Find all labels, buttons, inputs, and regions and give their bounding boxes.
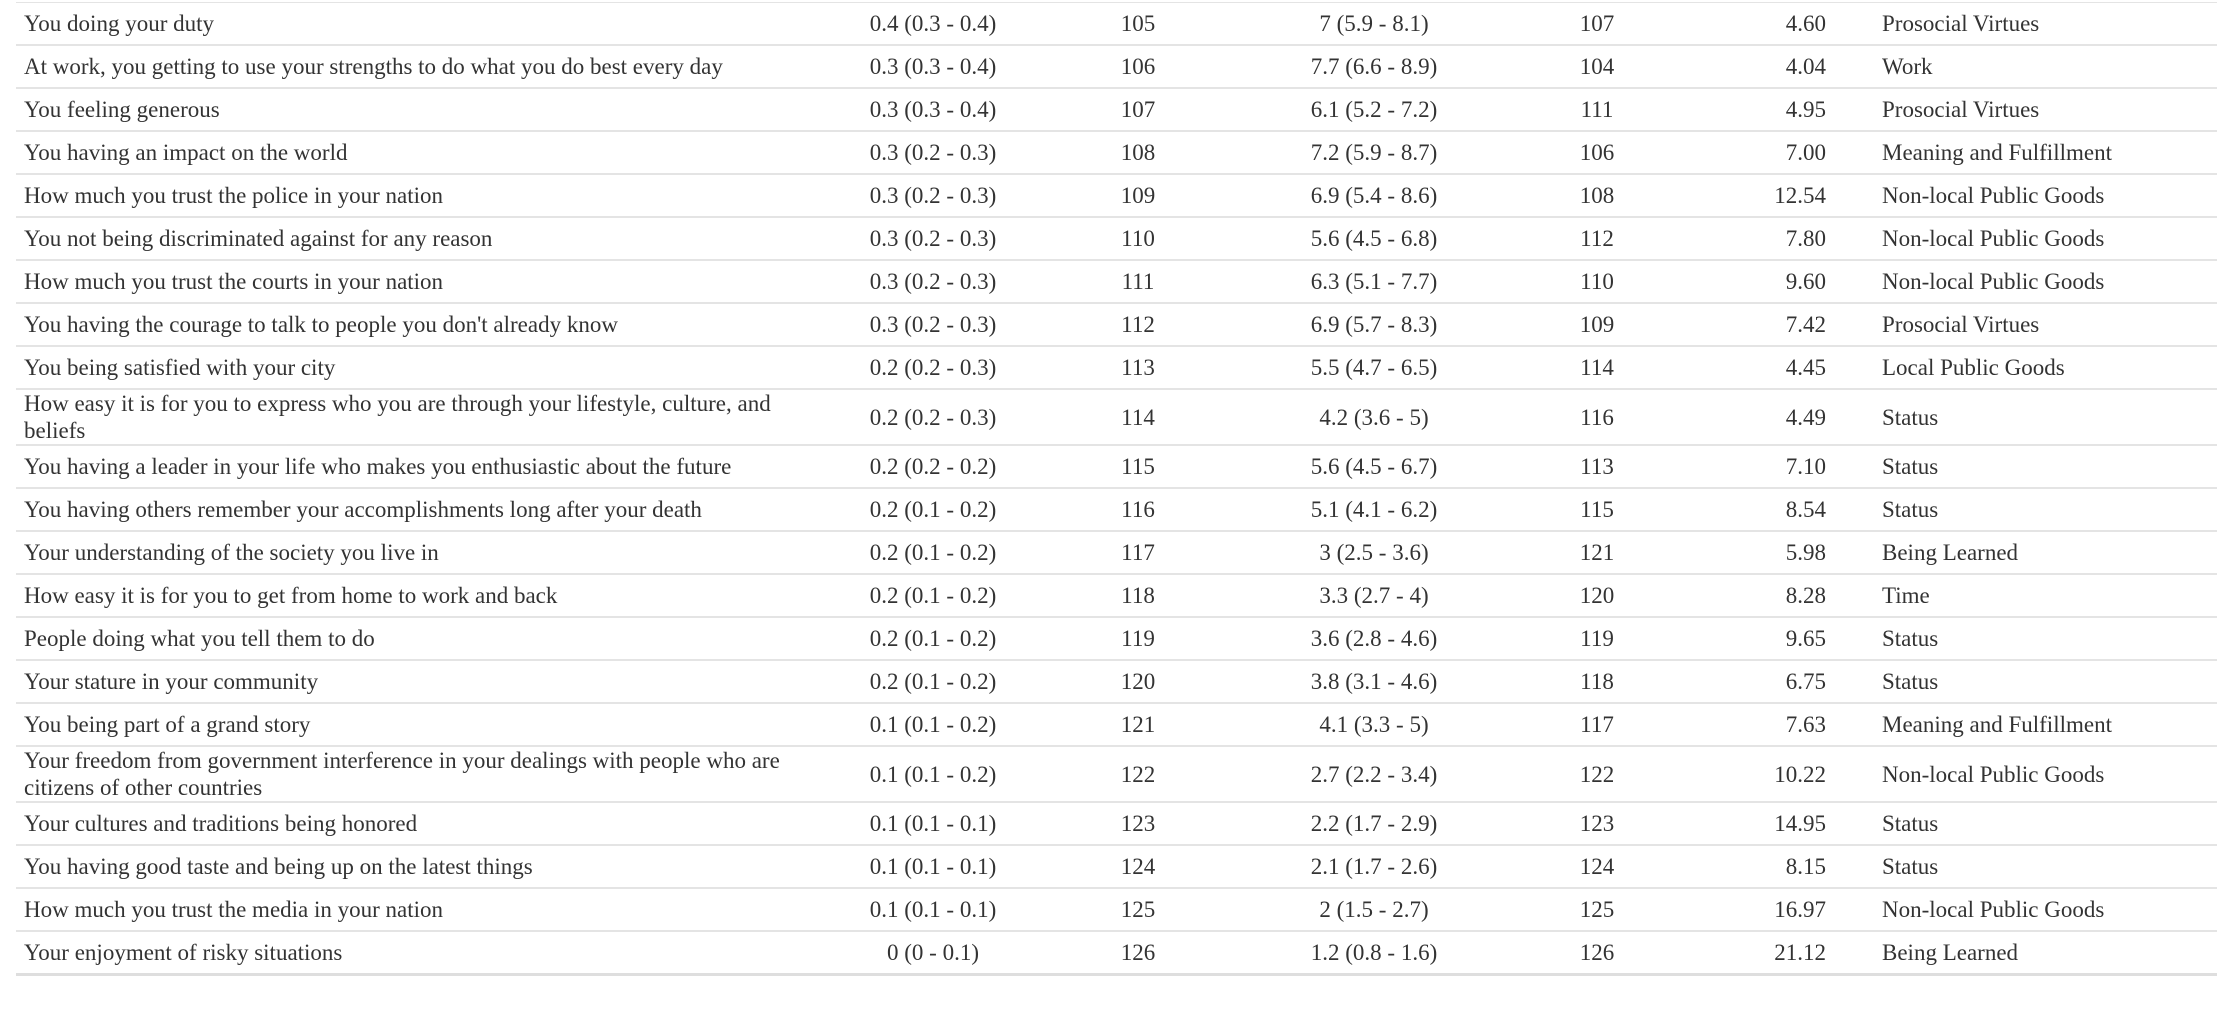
ratio-cell: 4.04 xyxy=(1682,45,1872,88)
category-cell: Non-local Public Goods xyxy=(1872,888,2217,931)
category-cell: Non-local Public Goods xyxy=(1872,174,2217,217)
rank-cell: 122 xyxy=(1040,746,1236,802)
ratio-cell: 16.97 xyxy=(1682,888,1872,931)
value-cell: 2 (1.5 - 2.7) xyxy=(1236,888,1512,931)
item-cell: You having others remember your accomplishments long after your death xyxy=(16,488,826,531)
ratio-cell: 7.42 xyxy=(1682,303,1872,346)
rank-alt-cell: 109 xyxy=(1512,303,1682,346)
table-row xyxy=(16,303,2217,346)
table-row xyxy=(16,660,2217,703)
results-table xyxy=(16,2,2217,976)
table-row xyxy=(16,617,2217,660)
value-cell: 7.7 (6.6 - 8.9) xyxy=(1236,45,1512,88)
value-cell: 3.6 (2.8 - 4.6) xyxy=(1236,617,1512,660)
rank-alt-cell: 110 xyxy=(1512,260,1682,303)
estimate-cell: 0.3 (0.3 - 0.4) xyxy=(826,88,1040,131)
rank-alt-cell: 115 xyxy=(1512,488,1682,531)
rank-cell: 107 xyxy=(1040,88,1236,131)
rank-alt-cell: 117 xyxy=(1512,703,1682,746)
table-row xyxy=(16,45,2217,88)
estimate-cell: 0.2 (0.1 - 0.2) xyxy=(826,488,1040,531)
value-cell: 5.1 (4.1 - 6.2) xyxy=(1236,488,1512,531)
estimate-cell: 0.1 (0.1 - 0.2) xyxy=(826,746,1040,802)
ratio-cell: 5.98 xyxy=(1682,531,1872,574)
item-cell: How much you trust the courts in your nation xyxy=(16,260,826,303)
value-cell: 3 (2.5 - 3.6) xyxy=(1236,531,1512,574)
table-row xyxy=(16,931,2217,975)
ratio-cell: 6.75 xyxy=(1682,660,1872,703)
table-row xyxy=(16,445,2217,488)
rank-alt-cell: 111 xyxy=(1512,88,1682,131)
value-cell: 3.3 (2.7 - 4) xyxy=(1236,574,1512,617)
ratio-cell: 7.10 xyxy=(1682,445,1872,488)
category-cell: Status xyxy=(1872,660,2217,703)
rank-cell: 105 xyxy=(1040,3,1236,46)
category-cell: Status xyxy=(1872,389,2217,445)
rank-alt-cell: 106 xyxy=(1512,131,1682,174)
ratio-cell: 14.95 xyxy=(1682,802,1872,845)
table-row xyxy=(16,260,2217,303)
estimate-cell: 0.2 (0.1 - 0.2) xyxy=(826,574,1040,617)
item-cell: Your cultures and traditions being honored xyxy=(16,802,826,845)
table-row xyxy=(16,888,2217,931)
value-cell: 1.2 (0.8 - 1.6) xyxy=(1236,931,1512,975)
table-row xyxy=(16,217,2217,260)
ratio-cell: 8.54 xyxy=(1682,488,1872,531)
ratio-cell: 12.54 xyxy=(1682,174,1872,217)
rank-alt-cell: 107 xyxy=(1512,3,1682,46)
table-row xyxy=(16,746,2217,802)
rank-alt-cell: 113 xyxy=(1512,445,1682,488)
category-cell: Meaning and Fulfillment xyxy=(1872,703,2217,746)
value-cell: 6.9 (5.7 - 8.3) xyxy=(1236,303,1512,346)
item-cell: You not being discriminated against for any reason xyxy=(16,217,826,260)
table-row xyxy=(16,3,2217,46)
table-row xyxy=(16,703,2217,746)
category-cell: Local Public Goods xyxy=(1872,346,2217,389)
category-cell: Being Learned xyxy=(1872,531,2217,574)
value-cell: 3.8 (3.1 - 4.6) xyxy=(1236,660,1512,703)
rank-alt-cell: 114 xyxy=(1512,346,1682,389)
ratio-cell: 8.28 xyxy=(1682,574,1872,617)
item-cell: How easy it is for you to express who you are through your lifestyle, culture, and beliefs xyxy=(16,389,826,445)
category-cell: Being Learned xyxy=(1872,931,2217,975)
estimate-cell: 0.3 (0.2 - 0.3) xyxy=(826,260,1040,303)
item-cell: How much you trust the media in your nation xyxy=(16,888,826,931)
category-cell: Prosocial Virtues xyxy=(1872,88,2217,131)
estimate-cell: 0.2 (0.1 - 0.2) xyxy=(826,531,1040,574)
rank-alt-cell: 119 xyxy=(1512,617,1682,660)
ratio-cell: 7.00 xyxy=(1682,131,1872,174)
table-body xyxy=(16,3,2217,975)
item-cell: Your understanding of the society you live in xyxy=(16,531,826,574)
ratio-cell: 10.22 xyxy=(1682,746,1872,802)
table-row xyxy=(16,88,2217,131)
rank-alt-cell: 118 xyxy=(1512,660,1682,703)
table-row xyxy=(16,389,2217,445)
rank-cell: 126 xyxy=(1040,931,1236,975)
rank-cell: 125 xyxy=(1040,888,1236,931)
value-cell: 4.2 (3.6 - 5) xyxy=(1236,389,1512,445)
item-cell: Your freedom from government interference in your dealings with people who are citizens of other countries xyxy=(16,746,826,802)
rank-cell: 115 xyxy=(1040,445,1236,488)
value-cell: 6.3 (5.1 - 7.7) xyxy=(1236,260,1512,303)
rank-cell: 120 xyxy=(1040,660,1236,703)
rank-cell: 111 xyxy=(1040,260,1236,303)
rank-alt-cell: 124 xyxy=(1512,845,1682,888)
ratio-cell: 4.95 xyxy=(1682,88,1872,131)
rank-cell: 113 xyxy=(1040,346,1236,389)
table-row xyxy=(16,574,2217,617)
rank-cell: 114 xyxy=(1040,389,1236,445)
category-cell: Prosocial Virtues xyxy=(1872,303,2217,346)
estimate-cell: 0.3 (0.2 - 0.3) xyxy=(826,303,1040,346)
item-cell: How much you trust the police in your nation xyxy=(16,174,826,217)
category-cell: Status xyxy=(1872,802,2217,845)
rank-cell: 112 xyxy=(1040,303,1236,346)
rank-cell: 116 xyxy=(1040,488,1236,531)
rank-alt-cell: 125 xyxy=(1512,888,1682,931)
estimate-cell: 0.3 (0.2 - 0.3) xyxy=(826,174,1040,217)
estimate-cell: 0.2 (0.2 - 0.3) xyxy=(826,389,1040,445)
rank-alt-cell: 121 xyxy=(1512,531,1682,574)
table-row xyxy=(16,845,2217,888)
ratio-cell: 4.60 xyxy=(1682,3,1872,46)
item-cell: You having good taste and being up on the latest things xyxy=(16,845,826,888)
table-row xyxy=(16,531,2217,574)
table-row xyxy=(16,131,2217,174)
category-cell: Work xyxy=(1872,45,2217,88)
table-row xyxy=(16,488,2217,531)
rank-alt-cell: 108 xyxy=(1512,174,1682,217)
category-cell: Status xyxy=(1872,488,2217,531)
rank-alt-cell: 120 xyxy=(1512,574,1682,617)
category-cell: Non-local Public Goods xyxy=(1872,746,2217,802)
category-cell: Meaning and Fulfillment xyxy=(1872,131,2217,174)
value-cell: 2.1 (1.7 - 2.6) xyxy=(1236,845,1512,888)
rank-alt-cell: 123 xyxy=(1512,802,1682,845)
item-cell: You feeling generous xyxy=(16,88,826,131)
item-cell: You having a leader in your life who makes you enthusiastic about the future xyxy=(16,445,826,488)
rank-cell: 118 xyxy=(1040,574,1236,617)
rank-cell: 124 xyxy=(1040,845,1236,888)
ratio-cell: 21.12 xyxy=(1682,931,1872,975)
estimate-cell: 0 (0 - 0.1) xyxy=(826,931,1040,975)
estimate-cell: 0.4 (0.3 - 0.4) xyxy=(826,3,1040,46)
ratio-cell: 7.80 xyxy=(1682,217,1872,260)
value-cell: 6.9 (5.4 - 8.6) xyxy=(1236,174,1512,217)
ratio-cell: 8.15 xyxy=(1682,845,1872,888)
category-cell: Time xyxy=(1872,574,2217,617)
category-cell: Prosocial Virtues xyxy=(1872,3,2217,46)
item-cell: How easy it is for you to get from home to work and back xyxy=(16,574,826,617)
rank-alt-cell: 126 xyxy=(1512,931,1682,975)
value-cell: 7.2 (5.9 - 8.7) xyxy=(1236,131,1512,174)
rank-cell: 110 xyxy=(1040,217,1236,260)
category-cell: Non-local Public Goods xyxy=(1872,217,2217,260)
ratio-cell: 9.65 xyxy=(1682,617,1872,660)
ratio-cell: 4.49 xyxy=(1682,389,1872,445)
item-cell: You doing your duty xyxy=(16,3,826,46)
estimate-cell: 0.3 (0.2 - 0.3) xyxy=(826,131,1040,174)
item-cell: At work, you getting to use your strengths to do what you do best every day xyxy=(16,45,826,88)
value-cell: 2.7 (2.2 - 3.4) xyxy=(1236,746,1512,802)
table-row xyxy=(16,174,2217,217)
estimate-cell: 0.1 (0.1 - 0.1) xyxy=(826,888,1040,931)
ratio-cell: 9.60 xyxy=(1682,260,1872,303)
rank-alt-cell: 104 xyxy=(1512,45,1682,88)
value-cell: 5.6 (4.5 - 6.8) xyxy=(1236,217,1512,260)
category-cell: Status xyxy=(1872,845,2217,888)
value-cell: 5.6 (4.5 - 6.7) xyxy=(1236,445,1512,488)
value-cell: 5.5 (4.7 - 6.5) xyxy=(1236,346,1512,389)
estimate-cell: 0.2 (0.1 - 0.2) xyxy=(826,660,1040,703)
ratio-cell: 7.63 xyxy=(1682,703,1872,746)
rank-cell: 106 xyxy=(1040,45,1236,88)
rank-cell: 108 xyxy=(1040,131,1236,174)
estimate-cell: 0.3 (0.3 - 0.4) xyxy=(826,45,1040,88)
item-cell: Your stature in your community xyxy=(16,660,826,703)
value-cell: 6.1 (5.2 - 7.2) xyxy=(1236,88,1512,131)
category-cell: Non-local Public Goods xyxy=(1872,260,2217,303)
estimate-cell: 0.2 (0.1 - 0.2) xyxy=(826,617,1040,660)
rank-cell: 123 xyxy=(1040,802,1236,845)
category-cell: Status xyxy=(1872,617,2217,660)
rank-alt-cell: 122 xyxy=(1512,746,1682,802)
estimate-cell: 0.1 (0.1 - 0.1) xyxy=(826,845,1040,888)
item-cell: You having the courage to talk to people you don't already know xyxy=(16,303,826,346)
value-cell: 4.1 (3.3 - 5) xyxy=(1236,703,1512,746)
item-cell: You being satisfied with your city xyxy=(16,346,826,389)
item-cell: You having an impact on the world xyxy=(16,131,826,174)
estimate-cell: 0.2 (0.2 - 0.3) xyxy=(826,346,1040,389)
rank-alt-cell: 112 xyxy=(1512,217,1682,260)
rank-alt-cell: 116 xyxy=(1512,389,1682,445)
table-row xyxy=(16,802,2217,845)
estimate-cell: 0.1 (0.1 - 0.1) xyxy=(826,802,1040,845)
item-cell: People doing what you tell them to do xyxy=(16,617,826,660)
rank-cell: 109 xyxy=(1040,174,1236,217)
value-cell: 2.2 (1.7 - 2.9) xyxy=(1236,802,1512,845)
rank-cell: 117 xyxy=(1040,531,1236,574)
rank-cell: 121 xyxy=(1040,703,1236,746)
category-cell: Status xyxy=(1872,445,2217,488)
rank-cell: 119 xyxy=(1040,617,1236,660)
item-cell: Your enjoyment of risky situations xyxy=(16,931,826,975)
value-cell: 7 (5.9 - 8.1) xyxy=(1236,3,1512,46)
estimate-cell: 0.2 (0.2 - 0.2) xyxy=(826,445,1040,488)
table-row xyxy=(16,346,2217,389)
ratio-cell: 4.45 xyxy=(1682,346,1872,389)
estimate-cell: 0.1 (0.1 - 0.2) xyxy=(826,703,1040,746)
estimate-cell: 0.3 (0.2 - 0.3) xyxy=(826,217,1040,260)
item-cell: You being part of a grand story xyxy=(16,703,826,746)
